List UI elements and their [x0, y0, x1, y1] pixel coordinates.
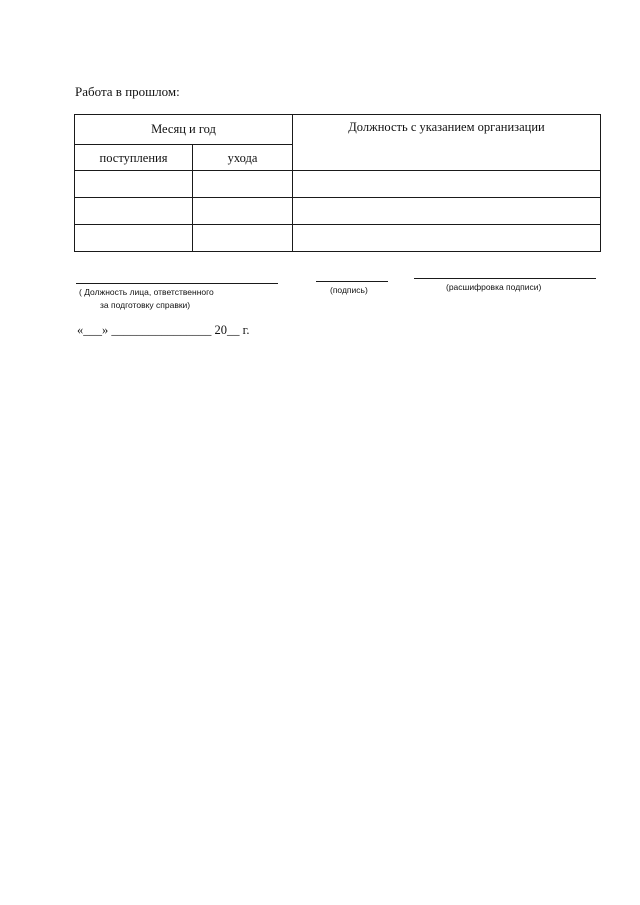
cell-start[interactable]	[75, 171, 193, 198]
decoding-signature-line	[414, 278, 596, 279]
section-heading: Работа в прошлом:	[75, 84, 180, 99]
date-line: «___» ________________ 20__ г.	[77, 323, 250, 337]
signature-line	[316, 281, 388, 282]
header-month-year: Месяц и год	[75, 115, 293, 145]
position-caption-line2: за подготовку справки)	[100, 300, 191, 310]
cell-position[interactable]	[293, 171, 601, 198]
table-row	[75, 198, 601, 225]
header-end: ухода	[193, 145, 293, 171]
cell-start[interactable]	[75, 225, 193, 252]
table-row	[75, 171, 601, 198]
cell-start[interactable]	[75, 198, 193, 225]
position-caption-line1: ( Должность лица, ответственного	[79, 287, 214, 297]
table-row	[75, 225, 601, 252]
cell-position[interactable]	[293, 225, 601, 252]
header-start: поступления	[75, 145, 193, 171]
cell-end[interactable]	[193, 171, 293, 198]
cell-end[interactable]	[193, 198, 293, 225]
work-history-table	[74, 114, 601, 252]
signature-caption: (подпись)	[330, 285, 368, 295]
cell-end[interactable]	[193, 225, 293, 252]
header-position: Должность с указанием организации	[293, 115, 601, 171]
position-signature-line	[76, 283, 278, 284]
cell-position[interactable]	[293, 198, 601, 225]
decoding-caption: (расшифровка подписи)	[446, 282, 542, 292]
